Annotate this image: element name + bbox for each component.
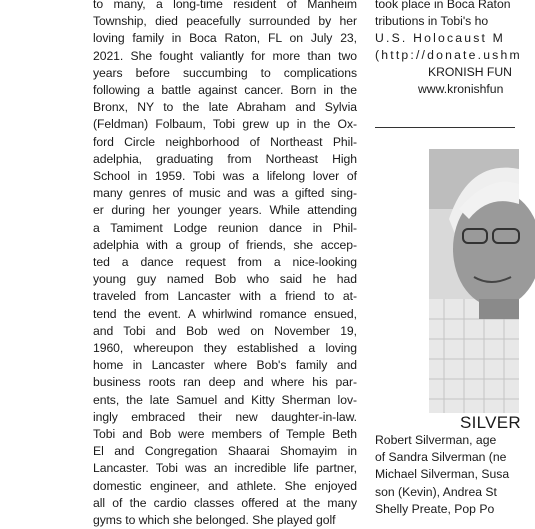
obituary-line: 1960, whereupon they established a loving xyxy=(93,341,357,356)
obituary-line: Robert Silverman, age xyxy=(375,433,497,447)
obituary-line: ingly embraced their new daughter-in-law. xyxy=(93,409,357,424)
obituary-line: traveled from Lancaster with a friend to at- xyxy=(93,289,357,304)
obituary-line: adelphia with a group of friends, she accep- xyxy=(93,237,357,252)
obituary-line: gyms to which she belonged. She played golf xyxy=(93,513,336,528)
obituary-line: er during her younger years. While attending xyxy=(93,203,357,218)
obituary-line: young guy named Bob who said he had xyxy=(93,272,357,287)
portrait-photo xyxy=(429,149,519,413)
right-column xyxy=(375,0,535,516)
obituary-line: loving family in Boca Raton, FL on July 23, xyxy=(93,31,357,46)
obituary-line: Bronx, NY to the late Abraham and Sylvia xyxy=(93,100,357,115)
obituary-line: ted a dance request from a nice-looking xyxy=(93,255,357,270)
right-column-line: (http://donate.ushm xyxy=(375,48,522,62)
obituary-line: domestic engineer, and athlete. She enjoyed xyxy=(93,478,357,493)
obituary-line: years before succumbing to complications xyxy=(93,65,357,80)
obituary-line: and Tobi and Bob wed on November 19, xyxy=(93,323,357,338)
obituary-line: home in Lancaster where Bob's family and xyxy=(93,358,357,373)
obituary-line: ford Circle neighborhood of Northeast Phil- xyxy=(93,134,357,149)
obituary-line: to many, a long-time resident of Manheim xyxy=(93,0,357,11)
obituary-line: School in 1959. Tobi was a lifelong lover of xyxy=(93,169,357,184)
obituary-line: ents, the late Samuel and Kitty Sherman lov- xyxy=(93,392,357,407)
section-divider xyxy=(375,127,515,128)
portrait-photo-image xyxy=(429,149,519,413)
obituary-line: a Tamiment Lodge reunion dance in Phil- xyxy=(93,220,357,235)
obituary-line: Shelly Preate, Pop Po xyxy=(375,501,495,516)
obituary-line: adelphia, graduating from Northeast High xyxy=(93,151,357,166)
right-column-line: took place in Boca Raton xyxy=(375,0,511,11)
funeral-home-name: KRONISH FUN xyxy=(428,65,512,79)
obituary-line: El and Congregation Shaarai Shomayim in xyxy=(93,444,357,459)
obituary-heading: SILVER xyxy=(460,413,522,432)
funeral-home-website: www.kronishfun xyxy=(418,82,504,96)
obituary-line: Tobi and Bob were members of Temple Beth xyxy=(93,427,357,442)
obituary-line: Michael Silverman, Susa xyxy=(375,467,510,482)
right-column-line: U.S. Holocaust M xyxy=(375,31,506,45)
second-obituary-body xyxy=(375,432,535,518)
obituary-line: business roots ran deep and where his par- xyxy=(93,375,357,390)
obituary-line: following a battle against cancer. Born in the xyxy=(93,83,357,98)
right-column-line: tributions in Tobi's ho xyxy=(375,14,489,28)
obituary-line: Lancaster. Tobi was an incredible life partner, xyxy=(93,461,357,476)
obituary-line: tend the event. A whirlwind romance ensued, xyxy=(93,306,357,321)
obituary-line: (Feldman) Folbaum, Tobi grew up in the Ox- xyxy=(93,117,357,132)
obituary-body-left-column xyxy=(93,0,357,529)
obituary-line: son (Kevin), Andrea St xyxy=(375,484,497,499)
obituary-line: 2021. She fought valiantly for more than two xyxy=(93,48,357,63)
obituary-line: Township, died peacefully surrounded by her xyxy=(93,14,357,29)
obituary-line: all of the cardio classes offered at the many xyxy=(93,495,357,510)
obituary-line: many genres of music and was a gifted sing- xyxy=(93,186,357,201)
obituary-line: of Sandra Silverman (ne xyxy=(375,450,507,465)
